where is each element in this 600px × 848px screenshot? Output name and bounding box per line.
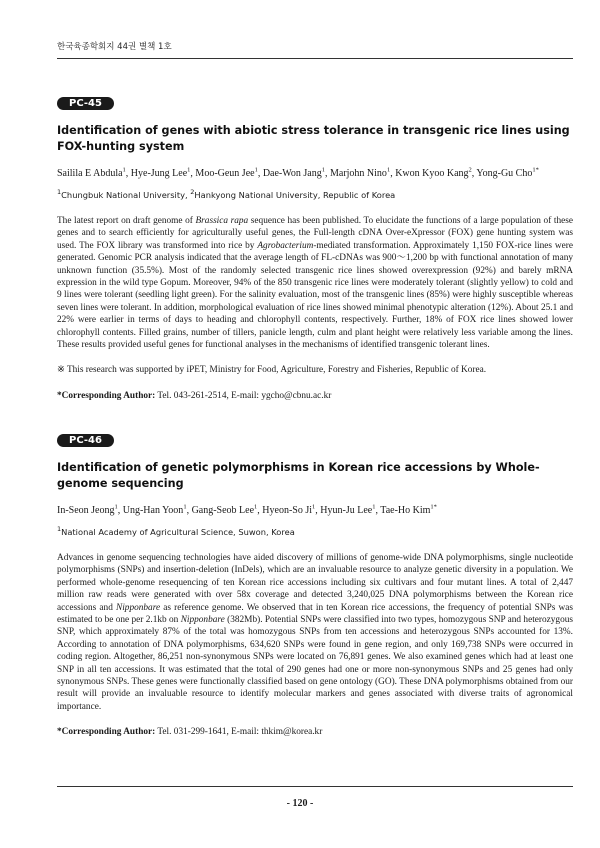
article-pc46	[57, 430, 573, 739]
corresponding-label: *Corresponding Author:	[57, 727, 156, 738]
author-name: Marjohn Nino	[329, 168, 387, 179]
article-title: Identification of genetic polymorphisms in Korean rice accessions by Whole-genome sequencing	[57, 461, 540, 490]
abstract-text: as reference genome. We observed that in ten Korean rice accessions, the frequency of potential SNPs was estimated to be one per 2.1kb on	[57, 602, 573, 626]
author-affiliation-marker: 1	[187, 166, 191, 174]
abstract-italic-term: Nipponbare	[116, 602, 161, 613]
author-name: Dae-Won Jang	[262, 168, 322, 179]
author-affiliation-marker: 1	[312, 503, 316, 511]
affiliation-text: Hankyong National University, Republic of Korea	[194, 190, 396, 200]
article-badge: PC-45	[57, 97, 114, 110]
affiliation-text: Chungbuk National University,	[61, 190, 191, 200]
author-name: Tae-Ho Kim	[380, 505, 431, 516]
corresponding-author	[57, 726, 573, 738]
affiliation-text: National Academy of Agricultural Science, Suwon, Korea	[61, 527, 295, 537]
corresponding-contact: Tel. 043-261-2514, E-mail: ygcho@cbnu.ac.kr	[155, 390, 332, 401]
author-name: Hye-Jung Lee	[130, 168, 188, 179]
affiliation-marker: 1	[57, 525, 62, 534]
funding-note: ※ This research was supported by iPET, Ministry for Food, Agriculture, Forestry and Fisheries, Republic of Korea.	[57, 365, 487, 376]
author-affiliation-marker: 1	[254, 503, 258, 511]
article-title: Identification of genes with abiotic stress tolerance in transgenic rice lines using FOX-hunting system	[57, 124, 570, 153]
author-name: Hyeon-So Ji	[262, 505, 313, 516]
article-pc45	[57, 93, 573, 402]
abstract-italic-term: Agrobacterium	[257, 240, 314, 251]
abstract	[57, 215, 573, 351]
author-affiliation-marker: 1	[183, 503, 187, 511]
page-number: - 120 -	[286, 798, 314, 809]
affiliations	[57, 526, 573, 538]
author-name: Gang-Seob Lee	[191, 505, 255, 516]
header-divider	[57, 58, 573, 59]
author-name: Yong-Gu Cho	[476, 168, 533, 179]
affiliation-marker: 2	[190, 188, 195, 197]
author-name: Ung-Han Yoon	[122, 505, 184, 516]
author-affiliation-marker: 2	[468, 166, 472, 174]
author-affiliation-marker: 1	[114, 503, 118, 511]
author-affiliation-marker: 1	[386, 166, 391, 174]
author-affiliation-marker: 1*	[532, 166, 539, 174]
author-name: Kwon Kyoo Kang	[395, 168, 469, 179]
corresponding-contact: Tel. 031-299-1641, E-mail: thkim@korea.kr	[155, 727, 323, 738]
author-name: Hyun-Ju Lee	[320, 505, 373, 516]
abstract-text: The latest report on draft genome of	[57, 216, 196, 226]
author-name: Moo-Geun Jee	[195, 168, 255, 179]
author-list: In-Seon Jeong$^1$, Ung-Han Yoon$^1$, Gang-Seob Lee$^1$, Hyeon-So Ji$^1$, Hyun-Ju Lee$^1$, Tae-Ho Kim$^{1*}$	[57, 503, 437, 516]
abstract-italic-term: Nipponbare	[180, 615, 225, 626]
abstract	[57, 552, 573, 713]
abstract-text: (382Mb). Potential SNPs were classified into two types, homozygous SNP and heterozygous SNP, which approximately 87% of the total was homozygous SNPs from ten accessions and heterozygous SNPs accounted for 13%. According to annotation of DNA polymorphisms, 634,620 SNPs were found in gene region, and only 169,738 SNPs were occurred in coding region. Altogether, 86,251 non-synonymous SNPs were located on 76,891 genes. We also examined genes which had at least one SNP in all ten accessions. It was estimated that the total of 290 genes had one or more non-synonymous SNPs and 25 genes had only synonymous SNPs. These genes were functionally classified based on gene ontology (GO). These DNA polymorphisms obtained from our result will provide an invaluable resource to identify molecular markers and genes associated with diverse traits of agronomical importance.	[57, 615, 573, 712]
corresponding-label: *Corresponding Author:	[57, 390, 156, 401]
affiliation-marker: 1	[57, 188, 62, 197]
abstract-text: -mediated transformation. Approximately 1,150 FOX-rice lines were generated. Genomic PCR analysis indicated that the average length of FL-cDNAs was 900～1,200 bp with functional annotation of many unknown function (35.5%). Most of the randomly selected transgenic rice lines showed overexpression (92%) and barely mRNA expression in the wild type Gopum. Moreover, 94% of the 850 transgenic rice lines were moderately tolerant (slightly yellow) to cold and 9 lines were tolerant (seedling light green). For the salinity evaluation, most of the transgenic lines (85%) were highly susceptible whereas seven lines were tolerant. In addition, morphological evaluation of rice lines showed minimal phenotypic alteration (12%). About 25.1 and 22% were earlier in terms of days to heading and chlorophyll contents, respectively. Further, 18% of FOX rice lines showed lower chlorophyll contents. Filled grains, number of tillers, panicle length, culm and plant height were relatively less variable among the lines. These results provided useful genes for functional analyses in the mechanisms of identified transgenic tolerant lines.	[57, 240, 573, 351]
author-affiliation-marker: 1	[122, 166, 126, 174]
author-affiliation-marker: 1*	[430, 503, 437, 511]
article-badge: PC-46	[57, 434, 114, 447]
journal-header: 한국육종학회지 44권 별책 1호	[57, 42, 172, 52]
footer-divider	[57, 786, 573, 787]
author-affiliation-marker: 1	[321, 166, 325, 174]
abstract-text: sequence has been published. To elucidate the functions of a large population of these genes and to search efficiently for agriculturally useful genes, the Full-length cDNA Over-eXpressor (FOX) gene hunting system was used. The FOX library was transformed into rice by	[57, 216, 573, 251]
abstract-text: Advances in genome sequencing technologies have aided discovery of millions of genome-wide DNA polymorphisms, single nucleotide polymorphisms (SNPs) and insertion-deletion (InDels), which are an invaluable resource to analyze genetic diversity in a population. We performed whole-genome resequencing of ten Korean rice accessions including six cultivars and four mutant lines. A total of 2,447 million raw reads were generated with over 58x coverage and detected 3,240,025 DNA polymorphisms between the Korean rice accessions and	[57, 553, 573, 613]
author-affiliation-marker: 1	[372, 503, 376, 511]
affiliations	[57, 189, 573, 201]
author-name: Sailila E Abdula	[57, 168, 123, 179]
author-list: Sailila E Abdula$^1$, Hye-Jung Lee$^1$, Moo-Geun Jee$^1$, Dae-Won Jang$^1$, Marjohn Nino$^1$, Kwon Kyoo Kang$^2$, Yong-Gu Cho$^{1*}$	[57, 166, 539, 179]
corresponding-author	[57, 390, 573, 402]
author-affiliation-marker: 1	[254, 166, 258, 174]
author-name: In-Seon Jeong	[57, 505, 115, 516]
abstract-italic-term: Brassica rapa	[195, 216, 249, 226]
